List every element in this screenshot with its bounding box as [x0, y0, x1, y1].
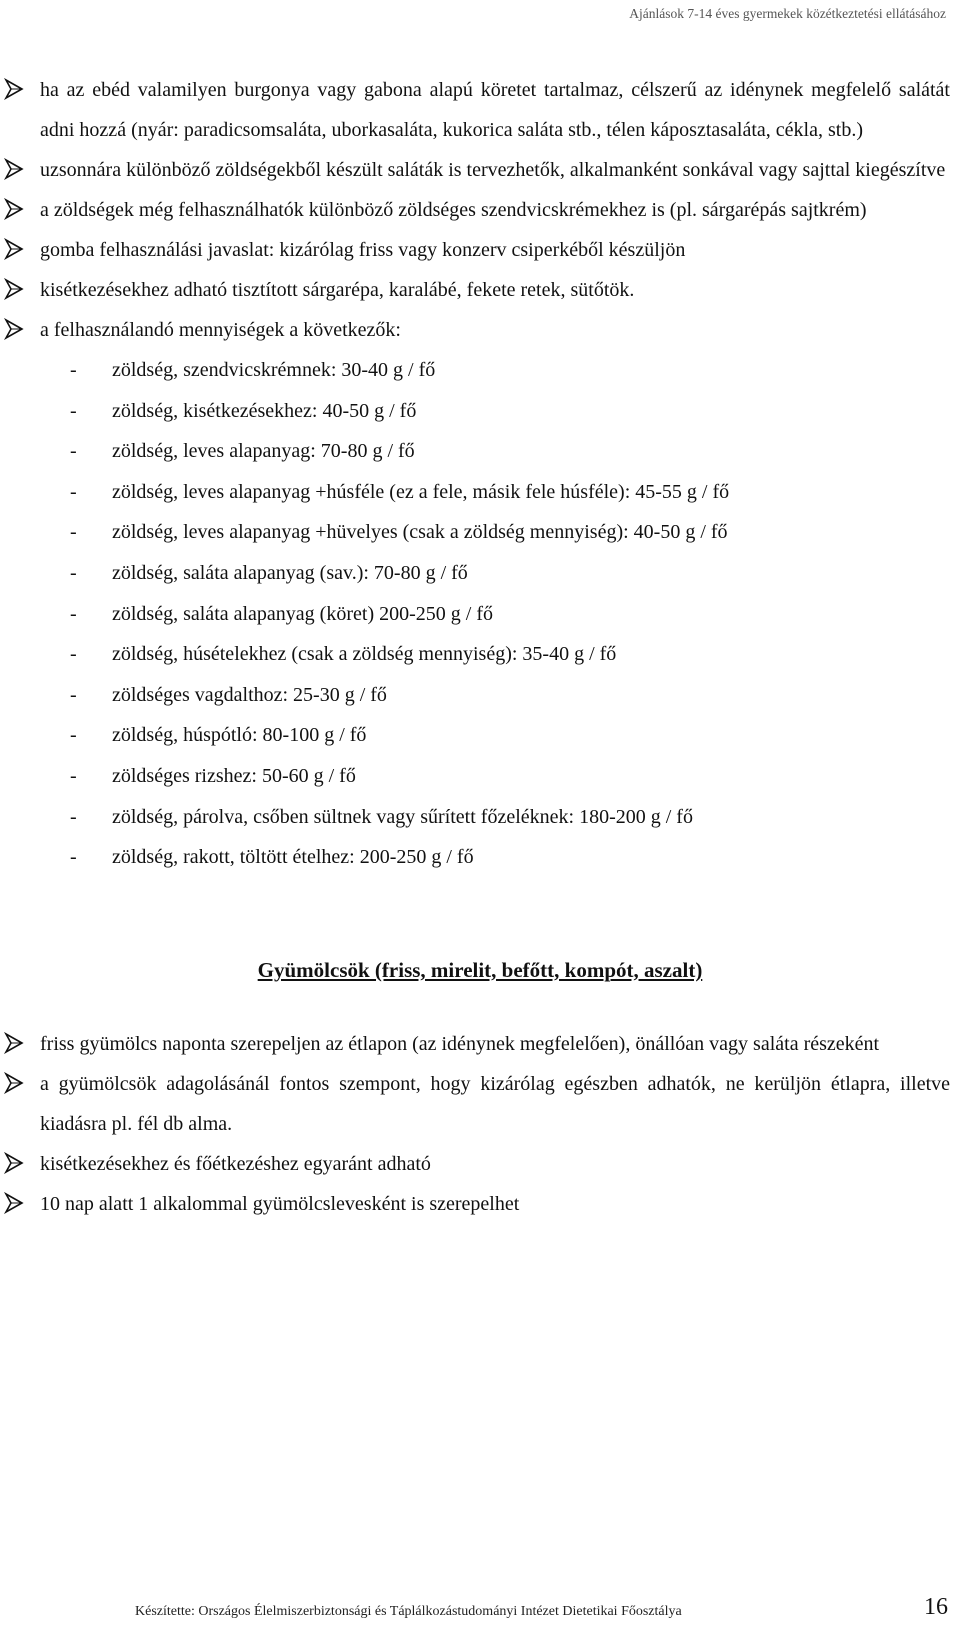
bullet-item: [0, 1184, 960, 1224]
bullet-text: 10 nap alatt 1 alkalommal gyümölcslevesként is szerepelhet: [40, 1192, 520, 1215]
quantity-list: [0, 350, 960, 878]
arrowhead-bullet-icon: [4, 1032, 24, 1054]
quantity-text: zöldség, saláta alapanyag (köret) 200-250 g / fő: [112, 602, 493, 625]
arrowhead-bullet-icon: [4, 198, 24, 220]
quantity-item: [0, 675, 960, 716]
dash-marker: -: [70, 359, 77, 381]
arrowhead-bullet-icon: [4, 1072, 24, 1094]
dash-marker: -: [70, 480, 77, 503]
dash-marker: -: [70, 602, 77, 625]
dash-marker: -: [70, 440, 77, 463]
quantity-item: [0, 431, 960, 472]
bullet-text: a felhasználandó mennyiségek a következők:: [40, 319, 401, 341]
arrowhead-bullet-icon: [4, 1152, 24, 1174]
quantity-text: zöldség, húspótló: 80-100 g / fő: [112, 724, 367, 747]
quantity-text: zöldség, szendvicskrémnek: 30-40 g / fő: [112, 359, 436, 381]
quantity-text: zöldséges rizshez: 50-60 g / fő: [112, 764, 356, 787]
fruit-bullet-list: [0, 1024, 960, 1224]
arrowhead-bullet-icon: [4, 318, 24, 340]
bullet-text: kisétkezésekhez és főétkezéshez egyaránt adható: [40, 1152, 431, 1175]
arrowhead-bullet-icon: [4, 238, 24, 260]
quantity-text: zöldség, rakott, töltött ételhez: 200-250 g / fő: [112, 846, 474, 869]
quantity-text: zöldség, párolva, csőben sültnek vagy sűrített főzeléknek: 180-200 g / fő: [112, 805, 693, 828]
bullet-text: gomba felhasználási javaslat: kizárólag friss vagy konzerv csiperkéből készüljön: [40, 239, 686, 261]
quantity-item: [0, 756, 960, 797]
dash-marker: -: [70, 846, 77, 869]
bullet-text: ha az ebéd valamilyen burgonya vagy gabona alapú köretet tartalmaz, célszerű az idénynek megfelelő salátát adni hozzá (nyár: paradicsomsaláta, uborkasaláta, kukorica saláta stb., télen káposztasaláta, cékla, stb.): [40, 79, 950, 141]
running-header: Ajánlások 7-14 éves gyermekek közétkeztetési ellátásához: [629, 6, 946, 21]
arrowhead-bullet-icon: [4, 1192, 24, 1214]
bullet-item: [0, 150, 960, 190]
bullet-item: [0, 310, 960, 350]
dash-marker: -: [70, 521, 77, 544]
footer-credit: Készítette: Országos Élelmiszerbiztonsági és Táplálkozástudományi Intézet Dietetikai Főosztálya: [135, 1604, 682, 1619]
quantity-text: zöldség, kisétkezésekhez: 40-50 g / fő: [112, 399, 417, 422]
section-title-fruits: Gyümölcsök (friss, mirelit, befőtt, kompót, aszalt): [257, 957, 703, 982]
bullet-item: [0, 270, 960, 310]
quantity-text: zöldség, leves alapanyag: 70-80 g / fő: [112, 440, 415, 463]
dash-marker: -: [70, 805, 77, 828]
quantity-text: zöldség, húsételekhez (csak a zöldség mennyiség): 35-40 g / fő: [112, 643, 617, 666]
quantity-item: [0, 594, 960, 635]
quantity-item: [0, 391, 960, 432]
quantity-item: [0, 837, 960, 878]
vegetable-bullet-list: [0, 70, 960, 350]
quantity-text: zöldség, saláta alapanyag (sav.): 70-80 g / fő: [112, 561, 468, 584]
quantity-item: [0, 472, 960, 513]
quantity-text: zöldséges vagdalthoz: 25-30 g / fő: [112, 683, 387, 706]
page-content: [0, 70, 960, 1224]
arrowhead-bullet-icon: [4, 158, 24, 180]
bullet-text: a zöldségek még felhasználhatók különböző zöldséges szendvicskrémekhez is (pl. sárgarépás sajtkrém): [40, 199, 867, 221]
quantity-item: [0, 512, 960, 553]
quantity-item: [0, 715, 960, 756]
quantity-text: zöldség, leves alapanyag +húsféle (ez a fele, másik fele húsféle): 45-55 g / fő: [112, 480, 730, 503]
dash-marker: -: [70, 724, 77, 747]
bullet-text: a gyümölcsök adagolásánál fontos szempont, hogy kizárólag egészben adhatók, ne kerüljön étlapra, illetve kiadásra pl. fél db alma.: [40, 1072, 950, 1135]
page-number: 16: [924, 1594, 948, 1620]
bullet-item: [0, 1064, 960, 1144]
bullet-text: uzsonnára különböző zöldségekből készült saláták is tervezhetők, alkalmanként sonkával vagy sajttal kiegészítve: [40, 159, 946, 181]
bullet-text: friss gyümölcs naponta szerepeljen az étlapon (az idénynek megfelelően), önállóan vagy saláta részeként: [40, 1032, 880, 1055]
bullet-item: [0, 1024, 960, 1064]
bullet-item: [0, 190, 960, 230]
bullet-item: [0, 1144, 960, 1184]
bullet-text: kisétkezésekhez adható tisztított sárgarépa, karalábé, fekete retek, sütőtök.: [40, 279, 635, 301]
arrowhead-bullet-icon: [4, 78, 24, 100]
bullet-item: [0, 230, 960, 270]
bullet-item: [0, 70, 960, 150]
quantity-item: [0, 553, 960, 594]
dash-marker: -: [70, 561, 77, 584]
arrowhead-bullet-icon: [4, 278, 24, 300]
quantity-text: zöldség, leves alapanyag +hüvelyes (csak a zöldség mennyiség): 40-50 g / fő: [112, 521, 728, 544]
dash-marker: -: [70, 764, 77, 787]
quantity-item: [0, 350, 960, 391]
quantity-item: [0, 634, 960, 675]
quantity-item: [0, 797, 960, 838]
dash-marker: -: [70, 643, 77, 666]
dash-marker: -: [70, 399, 77, 422]
dash-marker: -: [70, 683, 77, 706]
